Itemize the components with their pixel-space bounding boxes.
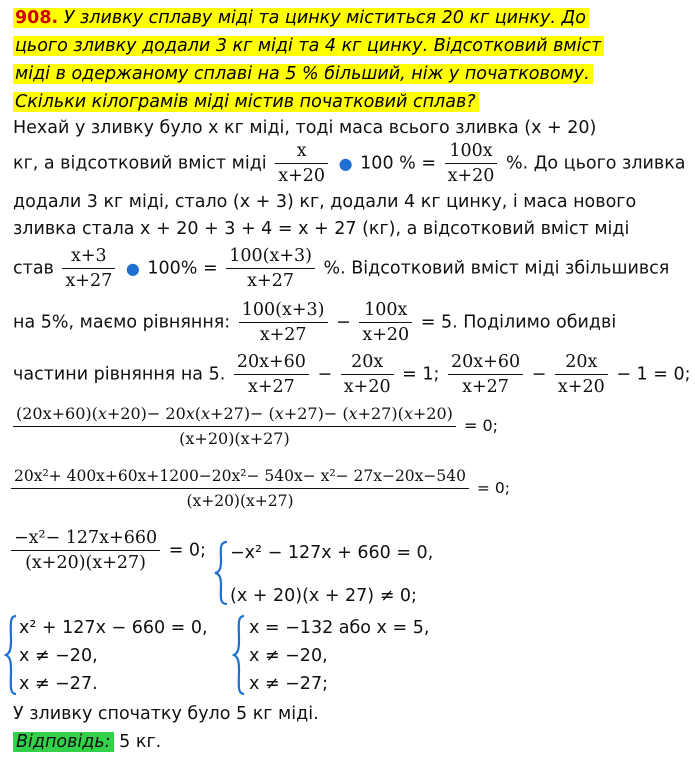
solution-line-3: додали 3 кг міді, стало (х + 3) кг, додали 4 кг цинку, і маса нового: [13, 192, 637, 212]
multiply-dot-icon: ●: [338, 153, 353, 173]
system1-eq1: −х² − 127х + 660 = 0,: [230, 543, 434, 563]
solution-line-1: Нехай у зливку було х кг міді, тоді маса всього зливка (х + 20): [13, 118, 597, 138]
brace-icon: [232, 614, 246, 696]
system3-eq1: х = −132 або х = 5,: [249, 618, 430, 638]
fraction: 100(х+3) х+27: [226, 244, 315, 293]
solution-line-10: −х²− 127х+660 (х+20)(х+27) = 0;: [8, 526, 206, 575]
system3-eq2: х ≠ −20,: [249, 646, 328, 666]
fraction: 20х х+20: [341, 350, 394, 399]
fraction: х+3 х+27: [62, 244, 115, 293]
multiply-dot-icon: ●: [125, 258, 140, 278]
problem-line-4: Скільки кілограмів міді містив початковий сплав?: [13, 90, 479, 114]
fraction: 20х+60 х+27: [234, 350, 309, 399]
fraction: −х²− 127х+660 (х+20)(х+27): [11, 526, 160, 575]
brace-icon: [4, 614, 18, 696]
fraction: 20х+60 х+27: [448, 350, 523, 399]
answer-value: 5 кг.: [113, 732, 162, 752]
solution-line-6: на 5%, маємо рівняння: 100(х+3) х+27 − 100х х+20 = 5. Поділимо обидві: [13, 300, 617, 345]
system2-eq1: х² + 127х − 660 = 0,: [19, 618, 208, 638]
fraction: 20х х+20: [555, 350, 608, 399]
problem-line-1: 908. У зливку сплаву міді та цинку міститься 20 кг цинку. До: [13, 6, 589, 30]
problem-number: 908.: [15, 8, 59, 28]
fraction: 100(х+3) х+27: [239, 298, 328, 347]
system2-eq3: х ≠ −27.: [19, 674, 98, 694]
answer-label: Відповідь:: [13, 732, 114, 752]
fraction-long: (20х+60)(𝑥+20)− 20𝑥(𝑥+27)− (𝑥+27)− (𝑥+27)(𝑥+20) (х+20)(х+27): [13, 402, 456, 451]
system1-eq2: (х + 20)(х + 27) ≠ 0;: [230, 586, 417, 606]
system3-eq3: х ≠ −27;: [249, 674, 328, 694]
fraction-long: 20х²+ 400х+60х+1200−20х²− 540х− х²− 27х−20х−540 (х+20)(х+27): [11, 464, 469, 513]
brace-icon: [213, 540, 229, 606]
fraction: 100х х+20: [359, 298, 412, 347]
fraction: х х+20: [275, 139, 328, 188]
solution-line-9: 20х²+ 400х+60х+1200−20х²− 540х− х²− 27х−20х−540 (х+20)(х+27) = 0;: [8, 464, 510, 513]
solution-line-7: частини рівняння на 5. 20х+60 х+27 − 20х х+20 = 1; 20х+60 х+27 − 20х х+20 − 1 = 0;: [13, 352, 691, 397]
problem-line-2: цього зливку додали 3 кг міді та 4 кг цинку. Відсотковий вміст: [13, 34, 604, 58]
solution-line-8: (20х+60)(𝑥+20)− 20𝑥(𝑥+27)− (𝑥+27)− (𝑥+27)(𝑥+20) (х+20)(х+27) = 0;: [10, 402, 498, 451]
problem-line-3: міді в одержаному сплаві на 5 % більший, ніж у початковому.: [13, 62, 593, 86]
conclusion: У зливку спочатку було 5 кг міді.: [13, 704, 319, 724]
system2-eq2: х ≠ −20,: [19, 646, 98, 666]
solution-line-2: кг, а відсотковий вміст міді х х+20 ● 100 % = 100х х+20 %. До цього зливка: [13, 141, 686, 186]
solution-line-5: став х+3 х+27 ● 100% = 100(х+3) х+27 %. Відсотковий вміст міді збільшився: [13, 246, 670, 291]
solution-line-4: зливка стала х + 20 + 3 + 4 = х + 27 (кг), а відсотковий вміст міді: [13, 219, 630, 239]
answer: [13, 730, 161, 754]
fraction: 100х х+20: [445, 139, 498, 188]
